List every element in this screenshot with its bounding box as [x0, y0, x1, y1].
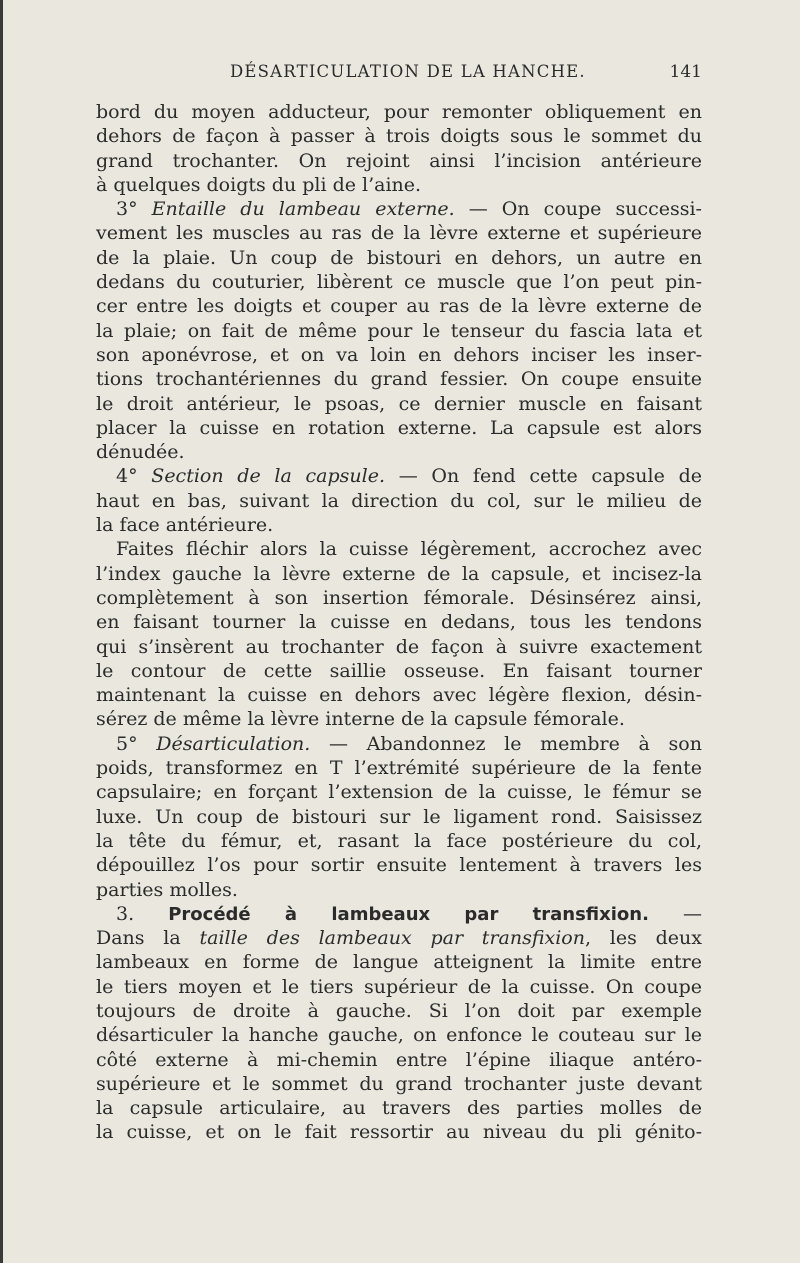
text-line [96, 221, 702, 245]
text-run: dépouillez l’os pour sortir ensuite lentement à travers les [96, 854, 702, 877]
text-run: maintenant la cuisse en dehors avec légère flexion, désin- [96, 684, 702, 707]
text-run: 3° [116, 198, 152, 221]
text-line [96, 829, 702, 853]
text-run: bord du moyen adducteur, pour remonter obliquement en [96, 101, 702, 123]
text-line [96, 707, 702, 731]
text-line [96, 999, 702, 1023]
running-title: DÉSARTICULATION DE LA HANCHE. [230, 62, 586, 81]
text-run: qui s’insèrent au trochanter de façon à suivre exactement [96, 635, 702, 658]
text-run: toujours de droite à gauche. Si l’on doit par exemple [96, 999, 702, 1022]
text-run: supérieure et le sommet du grand trochanter juste devant [96, 1072, 702, 1095]
text-line [96, 635, 702, 659]
text-run: vement les muscles au ras de la lèvre externe et supérieure [96, 222, 702, 245]
text-run: à quelques doigts du pli de l’aine. [96, 173, 422, 196]
page-number: 141 [669, 62, 702, 82]
text-run: de la plaie. Un coup de bistouri en dehors, un autre en [96, 246, 702, 269]
text-line [96, 392, 702, 416]
text-run: — Abandonnez le membre à son [310, 732, 702, 755]
text-run: — On fend cette capsule de [385, 465, 702, 488]
body-text [96, 100, 702, 1145]
page-binding-edge [0, 0, 3, 1263]
text-run: sérez de même la lèvre interne de la capsule fémorale. [96, 708, 625, 731]
text-run: placer la cuisse en rotation externe. La capsule est alors [96, 416, 702, 439]
text-line [96, 294, 702, 318]
italic-text: Section de la capsule. [151, 465, 385, 488]
text-line [96, 1072, 702, 1096]
text-run: Faites fléchir alors la cuisse légèrement, accrochez avec [116, 538, 702, 561]
text-line [96, 902, 702, 926]
text-run: le tiers moyen et le tiers supérieur de la cuisse. On coupe [96, 975, 702, 998]
text-run: le contour de cette saillie osseuse. En faisant tourner [96, 659, 702, 682]
text-line [96, 124, 702, 148]
text-run: 3. [116, 902, 169, 925]
text-run: la capsule articulaire, au travers des parties molles de [96, 1097, 702, 1120]
text-run: , les deux [584, 927, 702, 950]
text-line [96, 756, 702, 780]
text-line [96, 805, 702, 829]
text-line [96, 489, 702, 513]
text-line [96, 586, 702, 610]
text-line [96, 926, 702, 950]
text-line [96, 537, 702, 561]
text-line [96, 246, 702, 270]
text-run: 5° [116, 732, 157, 755]
text-line [96, 149, 702, 173]
text-line [96, 853, 702, 877]
text-line [96, 659, 702, 683]
text-line [96, 562, 702, 586]
text-line [96, 513, 702, 537]
running-header [96, 62, 702, 86]
text-line [96, 950, 702, 974]
text-line [96, 732, 702, 756]
text-line [96, 343, 702, 367]
text-line [96, 100, 702, 124]
text-line [96, 270, 702, 294]
text-line [96, 1048, 702, 1072]
text-run: le droit antérieur, le psoas, ce dernier muscle en faisant [96, 392, 702, 415]
text-run: en faisant tourner la cuisse en dedans, tous les tendons [96, 611, 702, 634]
italic-text: taille des lambeaux par transfixion [199, 927, 585, 950]
text-line [96, 975, 702, 999]
text-line [96, 464, 702, 488]
text-run: parties molles. [96, 878, 238, 901]
text-run: dedans du couturier, libèrent ce muscle que l’on peut pin- [96, 271, 702, 294]
text-run: la plaie; on fait de même pour le tenseur du fascia lata et [96, 319, 702, 342]
text-line [96, 1023, 702, 1047]
text-run: capsulaire; en forçant l’extension de la cuisse, le fémur se [96, 781, 702, 804]
text-run: poids, transformez en T l’extrémité supérieure de la fente [96, 757, 702, 780]
text-line [96, 440, 702, 464]
italic-text: Désarticulation. [156, 732, 311, 755]
text-line [96, 416, 702, 440]
text-line [96, 610, 702, 634]
text-run: complètement à son insertion fémorale. Désinsérez ainsi, [96, 586, 702, 609]
text-run: — On coupe successi- [454, 198, 702, 221]
text-run: la face antérieure. [96, 514, 274, 537]
section-heading: Procédé à lambeaux par transfixion. [168, 903, 649, 925]
text-line [96, 878, 702, 902]
text-run: l’index gauche la lèvre externe de la capsule, et incisez-la [96, 562, 702, 585]
text-line [96, 173, 702, 197]
text-run: — [648, 902, 703, 925]
italic-text: Entaille du lambeau externe. [151, 198, 455, 221]
text-line [96, 367, 702, 391]
text-run: dénudée. [96, 441, 185, 464]
text-run: luxe. Un coup de bistouri sur le ligament rond. Saisissez [96, 805, 702, 828]
text-line [96, 780, 702, 804]
text-run: lambeaux en forme de langue atteignent la limite entre [96, 951, 702, 974]
text-line [96, 1096, 702, 1120]
text-run: Dans la [96, 927, 200, 950]
text-line [96, 683, 702, 707]
text-run: dehors de façon à passer à trois doigts sous le sommet du [96, 125, 702, 148]
text-line [96, 319, 702, 343]
text-run: haut en bas, suivant la direction du col, sur le milieu de [96, 489, 702, 512]
text-line [96, 1120, 702, 1144]
text-run: 4° [116, 465, 152, 488]
text-run: cer entre les doigts et couper au ras de la lèvre externe de [96, 295, 702, 318]
text-run: tions trochantériennes du grand fessier. On coupe ensuite [96, 368, 702, 391]
text-run: désarticuler la hanche gauche, on enfonce le couteau sur le [96, 1024, 702, 1047]
text-line [96, 197, 702, 221]
text-run: la cuisse, et on le fait ressortir au niveau du pli génito- [96, 1121, 702, 1144]
text-run: son aponévrose, et on va loin en dehors inciser les inser- [96, 343, 702, 366]
text-run: la tête du fémur, et, rasant la face postérieure du col, [96, 829, 702, 852]
text-run: côté externe à mi-chemin entre l’épine iliaque antéro- [96, 1048, 702, 1071]
text-run: grand trochanter. On rejoint ainsi l’incision antérieure [96, 149, 702, 172]
